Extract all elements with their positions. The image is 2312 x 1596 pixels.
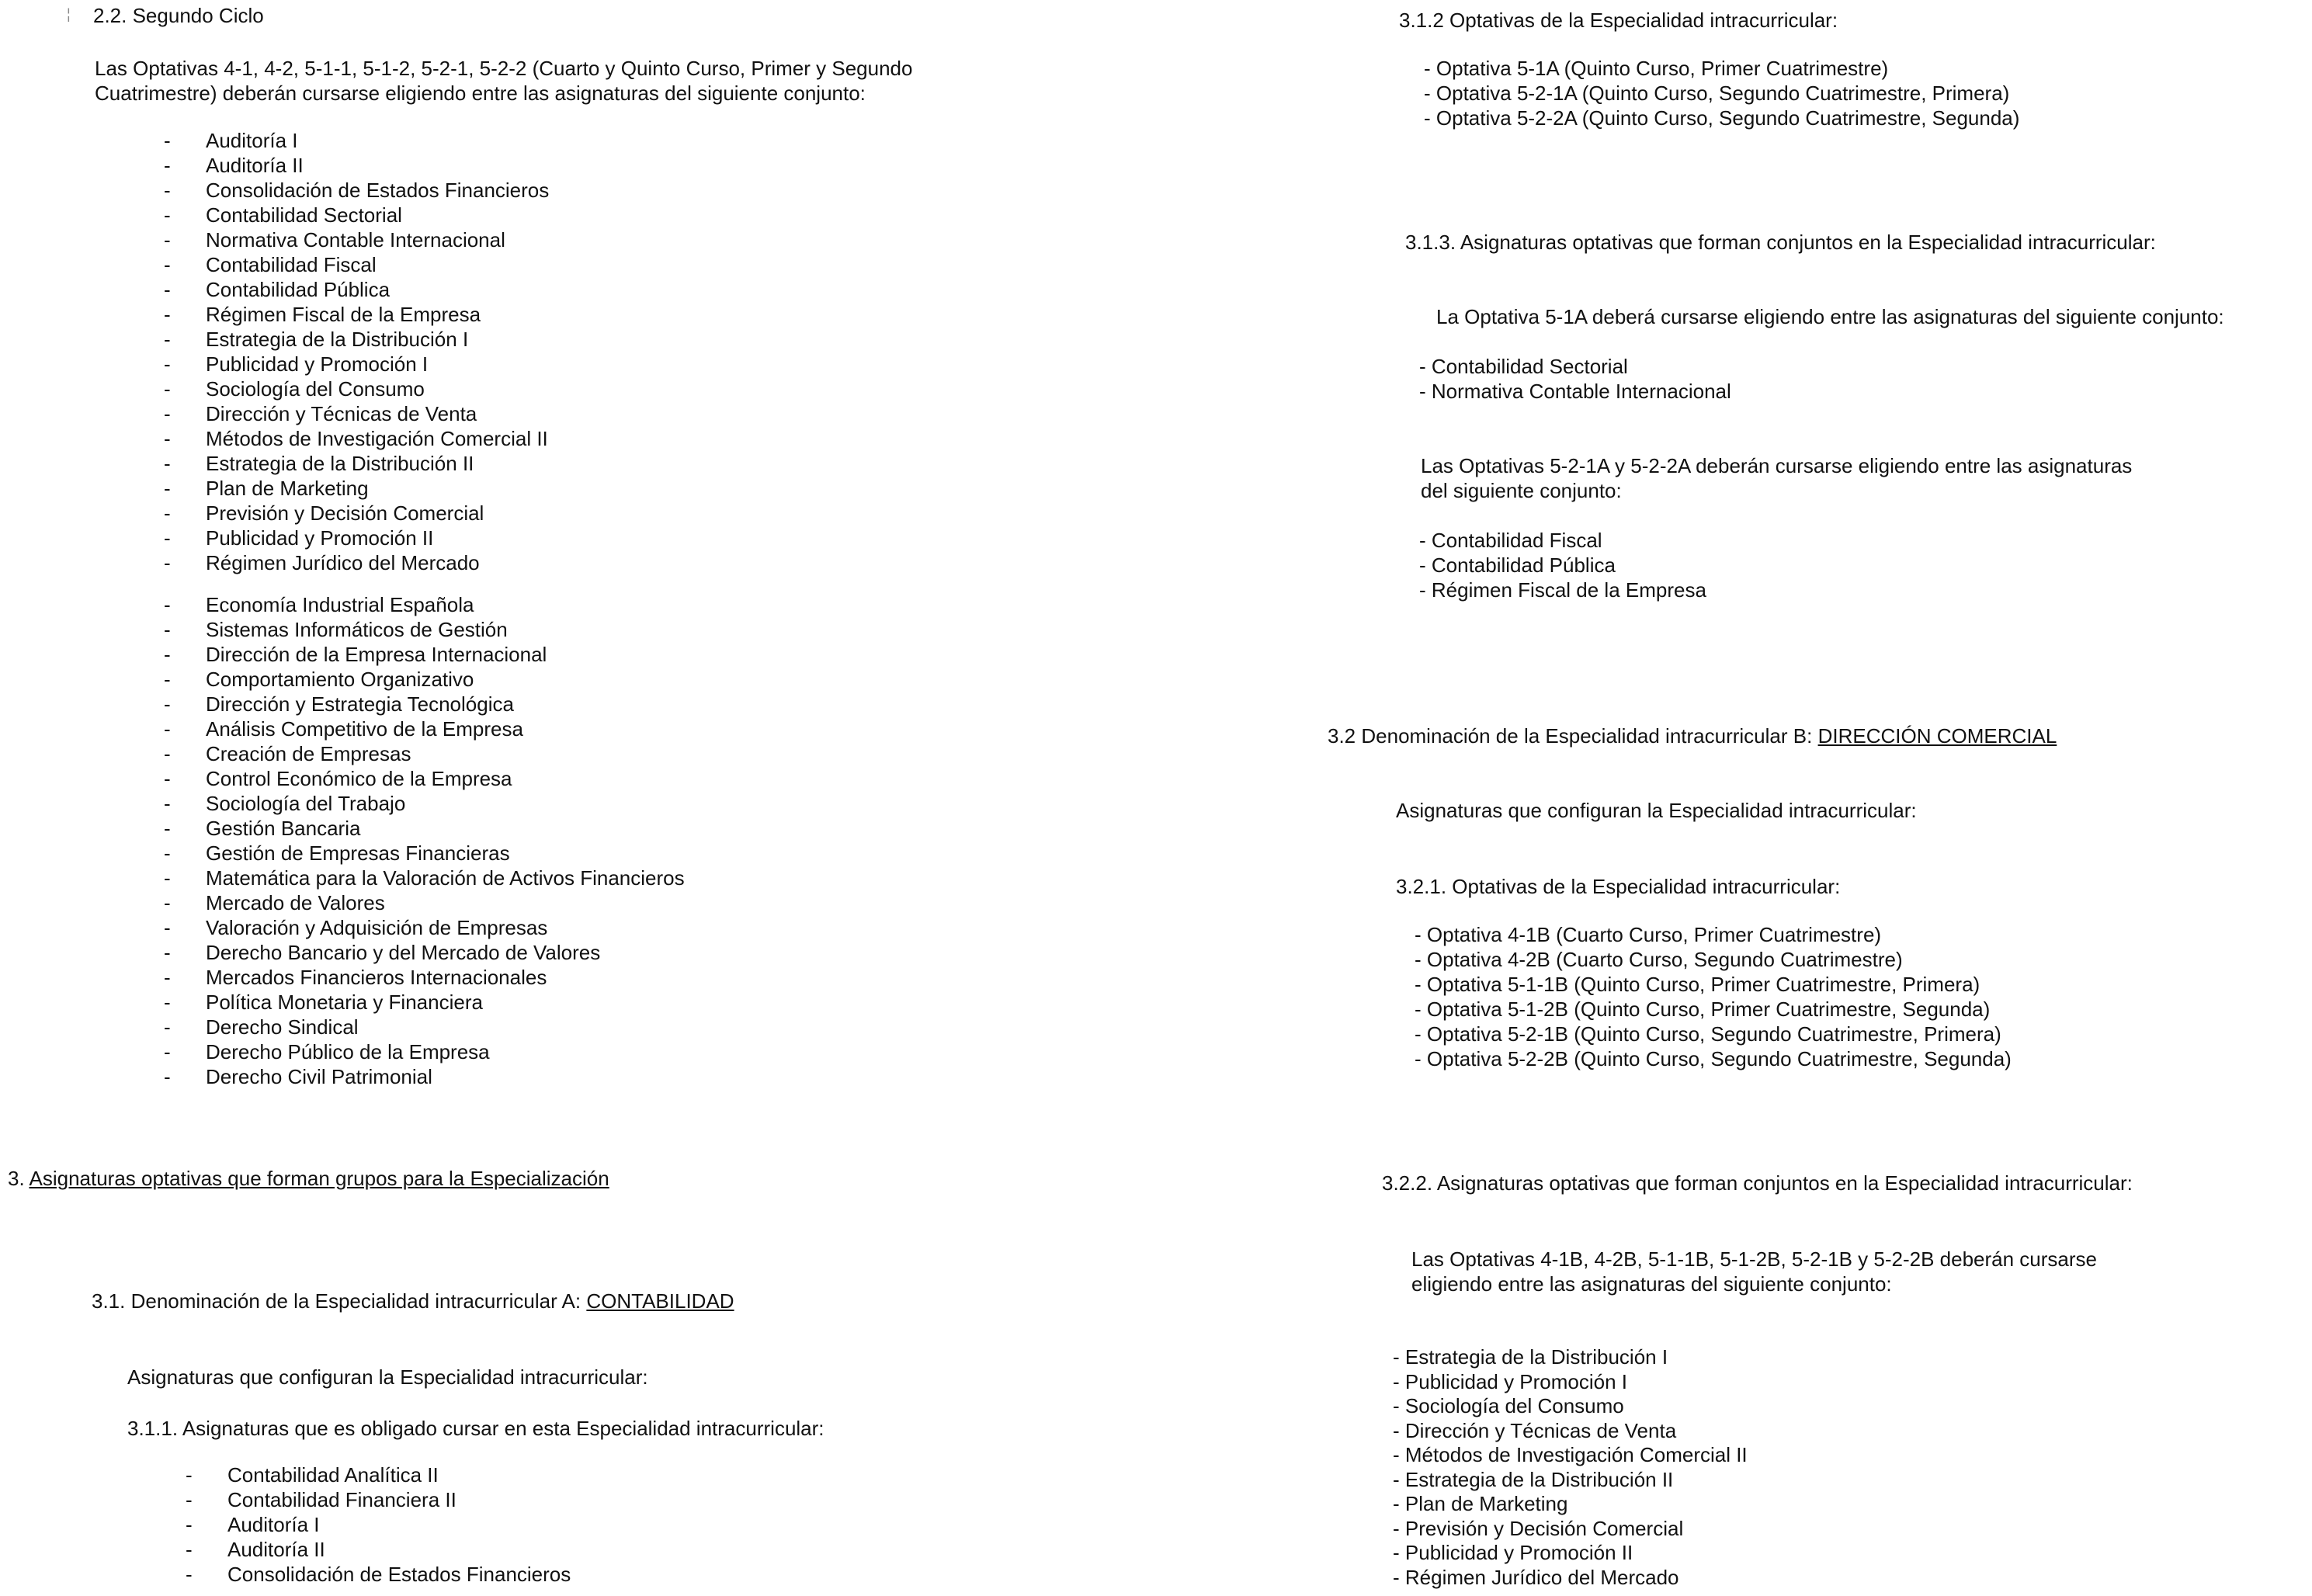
list-item: - Contabilidad Fiscal (206, 252, 549, 277)
list-item: - Normativa Contable Internacional (206, 227, 549, 252)
list-item: - Dirección y Estrategia Tecnológica (206, 692, 685, 716)
list-item: - Economía Industrial Española (206, 592, 685, 617)
conj-b-list (1393, 1344, 1748, 1589)
list-item: - Publicidad y Promoción II (1393, 1540, 1748, 1565)
section-3-2-heading (1328, 723, 2057, 748)
list-item: - Optativa 5-2-2A (Quinto Curso, Segundo Cuatrimestre, Segunda) (1424, 106, 2019, 130)
list-item: - Comportamiento Organizativo (206, 667, 685, 692)
optativas-a-list (1424, 56, 2019, 130)
section-3-1-heading (92, 1289, 734, 1313)
list-item: - Contabilidad Pública (206, 277, 549, 302)
conj-5-1a-list (1419, 354, 1731, 404)
configuran-a: Asignaturas que configuran la Especialidad intracurricular: (127, 1365, 648, 1389)
intro-line-1: Las Optativas 4-1, 4-2, 5-1-1, 5-1-2, 5-2-1, 5-2-2 (Cuarto y Quinto Curso, Primer y Segundo (95, 57, 913, 80)
scan-mark: ¦ (67, 6, 71, 22)
list-item: - Consolidación de Estados Financieros (227, 1562, 571, 1587)
elective-list-b (206, 592, 685, 1089)
list-item: - Sociología del Consumo (206, 376, 549, 401)
list-item: - Consolidación de Estados Financieros (206, 178, 549, 203)
list-item: - Estrategia de la Distribución II (1393, 1467, 1748, 1492)
conj-5-2a-intro-2: del siguiente conjunto: (1421, 479, 1622, 502)
list-item: - Contabilidad Fiscal (1419, 528, 1706, 553)
list-item: - Contabilidad Sectorial (206, 203, 549, 227)
intro-line-2: Cuatrimestre) deberán cursarse eligiendo entre las asignaturas del siguiente conjunto: (95, 82, 866, 105)
section-3-2-2-heading: 3.2.2. Asignaturas optativas que forman conjuntos en la Especialidad intracurricular: (1382, 1171, 2133, 1195)
list-item: - Publicidad y Promoción I (1393, 1369, 1748, 1394)
conj-5-2a-list (1419, 528, 1706, 602)
list-item: - Derecho Civil Patrimonial (206, 1064, 685, 1089)
conj-b-intro-1: Las Optativas 4-1B, 4-2B, 5-1-1B, 5-1-2B, 5-2-1B y 5-2-2B deberán cursarse (1411, 1247, 2097, 1271)
list-item: - Métodos de Investigación Comercial II (1393, 1442, 1748, 1467)
list-item: - Normativa Contable Internacional (1419, 379, 1731, 404)
list-item: - Dirección y Técnicas de Venta (206, 401, 549, 426)
list-item: - Mercado de Valores (206, 890, 685, 915)
list-item: - Contabilidad Financiera II (227, 1487, 571, 1512)
list-item: - Plan de Marketing (1393, 1491, 1748, 1516)
list-item: - Valoración y Adquisición de Empresas (206, 915, 685, 940)
section-3-heading (8, 1166, 609, 1191)
list-item: - Auditoría I (206, 128, 549, 153)
list-item: - Sociología del Trabajo (206, 791, 685, 816)
list-item: - Plan de Marketing (206, 476, 549, 501)
elective-list-a (206, 128, 549, 575)
specialty-b-name: DIRECCIÓN COMERCIAL (1817, 724, 2057, 748)
list-item: - Matemática para la Valoración de Activos Financieros (206, 866, 685, 890)
list-item: - Contabilidad Pública (1419, 553, 1706, 578)
conj-b-intro-2: eligiendo entre las asignaturas del siguiente conjunto: (1411, 1272, 1892, 1296)
list-item: - Régimen Jurídico del Mercado (206, 550, 549, 575)
list-item: - Régimen Jurídico del Mercado (1393, 1565, 1748, 1590)
list-item: - Estrategia de la Distribución II (206, 451, 549, 476)
list-item: - Derecho Público de la Empresa (206, 1039, 685, 1064)
list-item: - Política Monetaria y Financiera (206, 990, 685, 1015)
section-3-number: 3. (8, 1167, 25, 1190)
list-item: - Optativa 5-2-1A (Quinto Curso, Segundo Cuatrimestre, Primera) (1424, 81, 2019, 106)
conj-5-1a-intro: La Optativa 5-1A deberá cursarse eligiendo entre las asignaturas del siguiente conjunto: (1436, 305, 2224, 328)
list-item: - Previsión y Decisión Comercial (1393, 1516, 1748, 1541)
list-item: - Optativa 5-1A (Quinto Curso, Primer Cuatrimestre) (1424, 56, 2019, 81)
list-item: - Mercados Financieros Internacionales (206, 965, 685, 990)
list-item: - Auditoría I (227, 1512, 571, 1537)
list-item: - Optativa 5-1-1B (Quinto Curso, Primer Cuatrimestre, Primera) (1415, 972, 2012, 997)
list-item: - Control Económico de la Empresa (206, 766, 685, 791)
conj-5-2a-intro-1: Las Optativas 5-2-1A y 5-2-2A deberán cursarse eligiendo entre las asignaturas (1421, 454, 2133, 477)
list-item: - Optativa 5-1-2B (Quinto Curso, Primer Cuatrimestre, Segunda) (1415, 997, 2012, 1022)
specialty-a-name: CONTABILIDAD (586, 1289, 734, 1313)
list-item: - Contabilidad Analítica II (227, 1462, 571, 1487)
list-item: - Análisis Competitivo de la Empresa (206, 716, 685, 741)
mandatory-list (227, 1462, 571, 1587)
list-item: - Dirección de la Empresa Internacional (206, 642, 685, 667)
list-item: - Optativa 5-2-2B (Quinto Curso, Segundo Cuatrimestre, Segunda) (1415, 1046, 2012, 1071)
list-item: - Optativa 5-2-1B (Quinto Curso, Segundo Cuatrimestre, Primera) (1415, 1022, 2012, 1046)
section-3-2-prefix: 3.2 Denominación de la Especialidad intracurricular B: (1328, 724, 1813, 748)
section-3-1-prefix: 3.1. Denominación de la Especialidad intracurricular A: (92, 1289, 581, 1313)
optativas-b-list (1415, 922, 2012, 1071)
section-2-2-heading: 2.2. Segundo Ciclo (93, 4, 264, 27)
list-item: - Régimen Fiscal de la Empresa (206, 302, 549, 327)
section-3-title: Asignaturas optativas que forman grupos para la Especialización (29, 1167, 609, 1190)
list-item: - Previsión y Decisión Comercial (206, 501, 549, 526)
section-3-1-1-heading: 3.1.1. Asignaturas que es obligado cursar en esta Especialidad intracurricular: (127, 1417, 824, 1440)
configuran-b: Asignaturas que configuran la Especialidad intracurricular: (1396, 799, 1917, 822)
section-3-1-3-heading: 3.1.3. Asignaturas optativas que forman conjuntos en la Especialidad intracurricular: (1405, 231, 2156, 254)
list-item: - Optativa 4-1B (Cuarto Curso, Primer Cuatrimestre) (1415, 922, 2012, 947)
list-item: - Creación de Empresas (206, 741, 685, 766)
list-item: - Contabilidad Sectorial (1419, 354, 1731, 379)
list-item: - Publicidad y Promoción II (206, 526, 549, 550)
list-item: - Sistemas Informáticos de Gestión (206, 617, 685, 642)
list-item: - Gestión de Empresas Financieras (206, 841, 685, 866)
list-item: - Auditoría II (206, 153, 549, 178)
list-item: - Dirección y Técnicas de Venta (1393, 1418, 1748, 1443)
list-item: - Publicidad y Promoción I (206, 352, 549, 376)
section-3-1-2-heading: 3.1.2 Optativas de la Especialidad intracurricular: (1399, 9, 1838, 32)
list-item: - Derecho Sindical (206, 1015, 685, 1039)
list-item: - Optativa 4-2B (Cuarto Curso, Segundo Cuatrimestre) (1415, 947, 2012, 972)
list-item: - Estrategia de la Distribución I (1393, 1344, 1748, 1369)
list-item: - Derecho Bancario y del Mercado de Valores (206, 940, 685, 965)
list-item: - Régimen Fiscal de la Empresa (1419, 578, 1706, 602)
list-item: - Sociología del Consumo (1393, 1393, 1748, 1418)
list-item: - Auditoría II (227, 1537, 571, 1562)
list-item: - Gestión Bancaria (206, 816, 685, 841)
section-3-2-1-heading: 3.2.1. Optativas de la Especialidad intracurricular: (1396, 875, 1841, 898)
list-item: - Métodos de Investigación Comercial II (206, 426, 549, 451)
list-item: - Estrategia de la Distribución I (206, 327, 549, 352)
